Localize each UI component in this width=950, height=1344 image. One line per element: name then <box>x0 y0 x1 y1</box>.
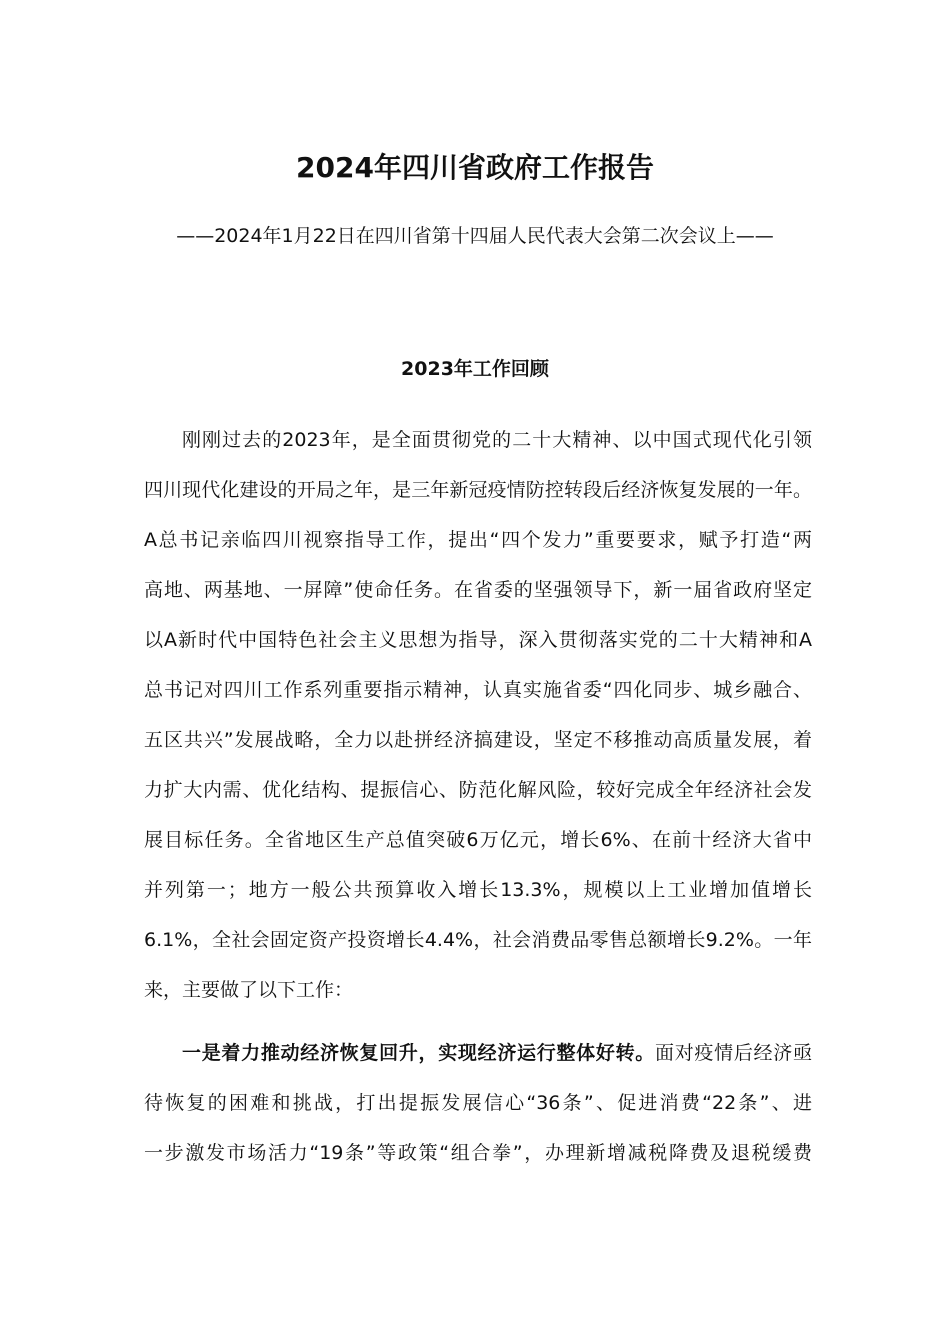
paragraph-economy-recovery <box>144 1028 812 1178</box>
paragraph-line: A总书记亲临四川视察指导工作，提出“四个发力”重要要求，赋予打造“两 <box>144 529 812 551</box>
paragraph-line <box>144 1028 812 1078</box>
paragraph-line: 并列第一；地方一般公共预算收入增长13.3%，规模以上工业增加值增长 <box>144 879 812 901</box>
paragraph-line: 展目标任务。全省地区生产总值突破6万亿元，增长6%、在前十经济大省中 <box>144 829 812 851</box>
paragraph-line: 总书记对四川工作系列重要指示精神，认真实施省委“四化同步、城乡融合、 <box>144 679 812 701</box>
paragraph-line: 力扩大内需、优化结构、提振信心、防范化解风险，较好完成全年经济社会发 <box>144 779 812 801</box>
paragraph-line: 6.1%，全社会固定资产投资增长4.4%，社会消费品零售总额增长9.2%。一年 <box>144 929 812 951</box>
paragraph-line: 待恢复的困难和挑战，打出提振发展信心“36条”、促进消费“22条”、进 <box>144 1092 812 1114</box>
section-heading: 2023年工作回顾 <box>401 358 549 380</box>
paragraph-text: 面对疫情后经济亟 <box>655 1042 812 1064</box>
paragraph-line: 以A新时代中国特色社会主义思想为指导，深入贯彻落实党的二十大精神和A <box>144 629 812 651</box>
paragraph-line: 四川现代化建设的开局之年，是三年新冠疫情防控转段后经济恢复发展的一年。 <box>144 479 812 501</box>
paragraph-work-review <box>144 415 812 1015</box>
paragraph-line: 来，主要做了以下工作： <box>144 979 354 1001</box>
paragraph-line: 一步激发市场活力“19条”等政策“组合拳”，办理新增减税降费及退税缓费 <box>144 1142 812 1164</box>
paragraph-line: 五区共兴”发展战略，全力以赴拼经济搞建设，坚定不移推动高质量发展，着 <box>144 729 812 751</box>
paragraph-line: 刚刚过去的2023年，是全面贯彻党的二十大精神、以中国式现代化引领 <box>182 429 812 451</box>
bold-lead-sentence: 一是着力推动经济恢复回升，实现经济运行整体好转。 <box>182 1042 656 1064</box>
document-title: 2024年四川省政府工作报告 <box>296 151 654 184</box>
document-subtitle: ——2024年1月22日在四川省第十四届人民代表大会第二次会议上—— <box>176 225 774 247</box>
paragraph-line: 高地、两基地、一屏障”使命任务。在省委的坚强领导下，新一届省政府坚定 <box>144 579 812 601</box>
